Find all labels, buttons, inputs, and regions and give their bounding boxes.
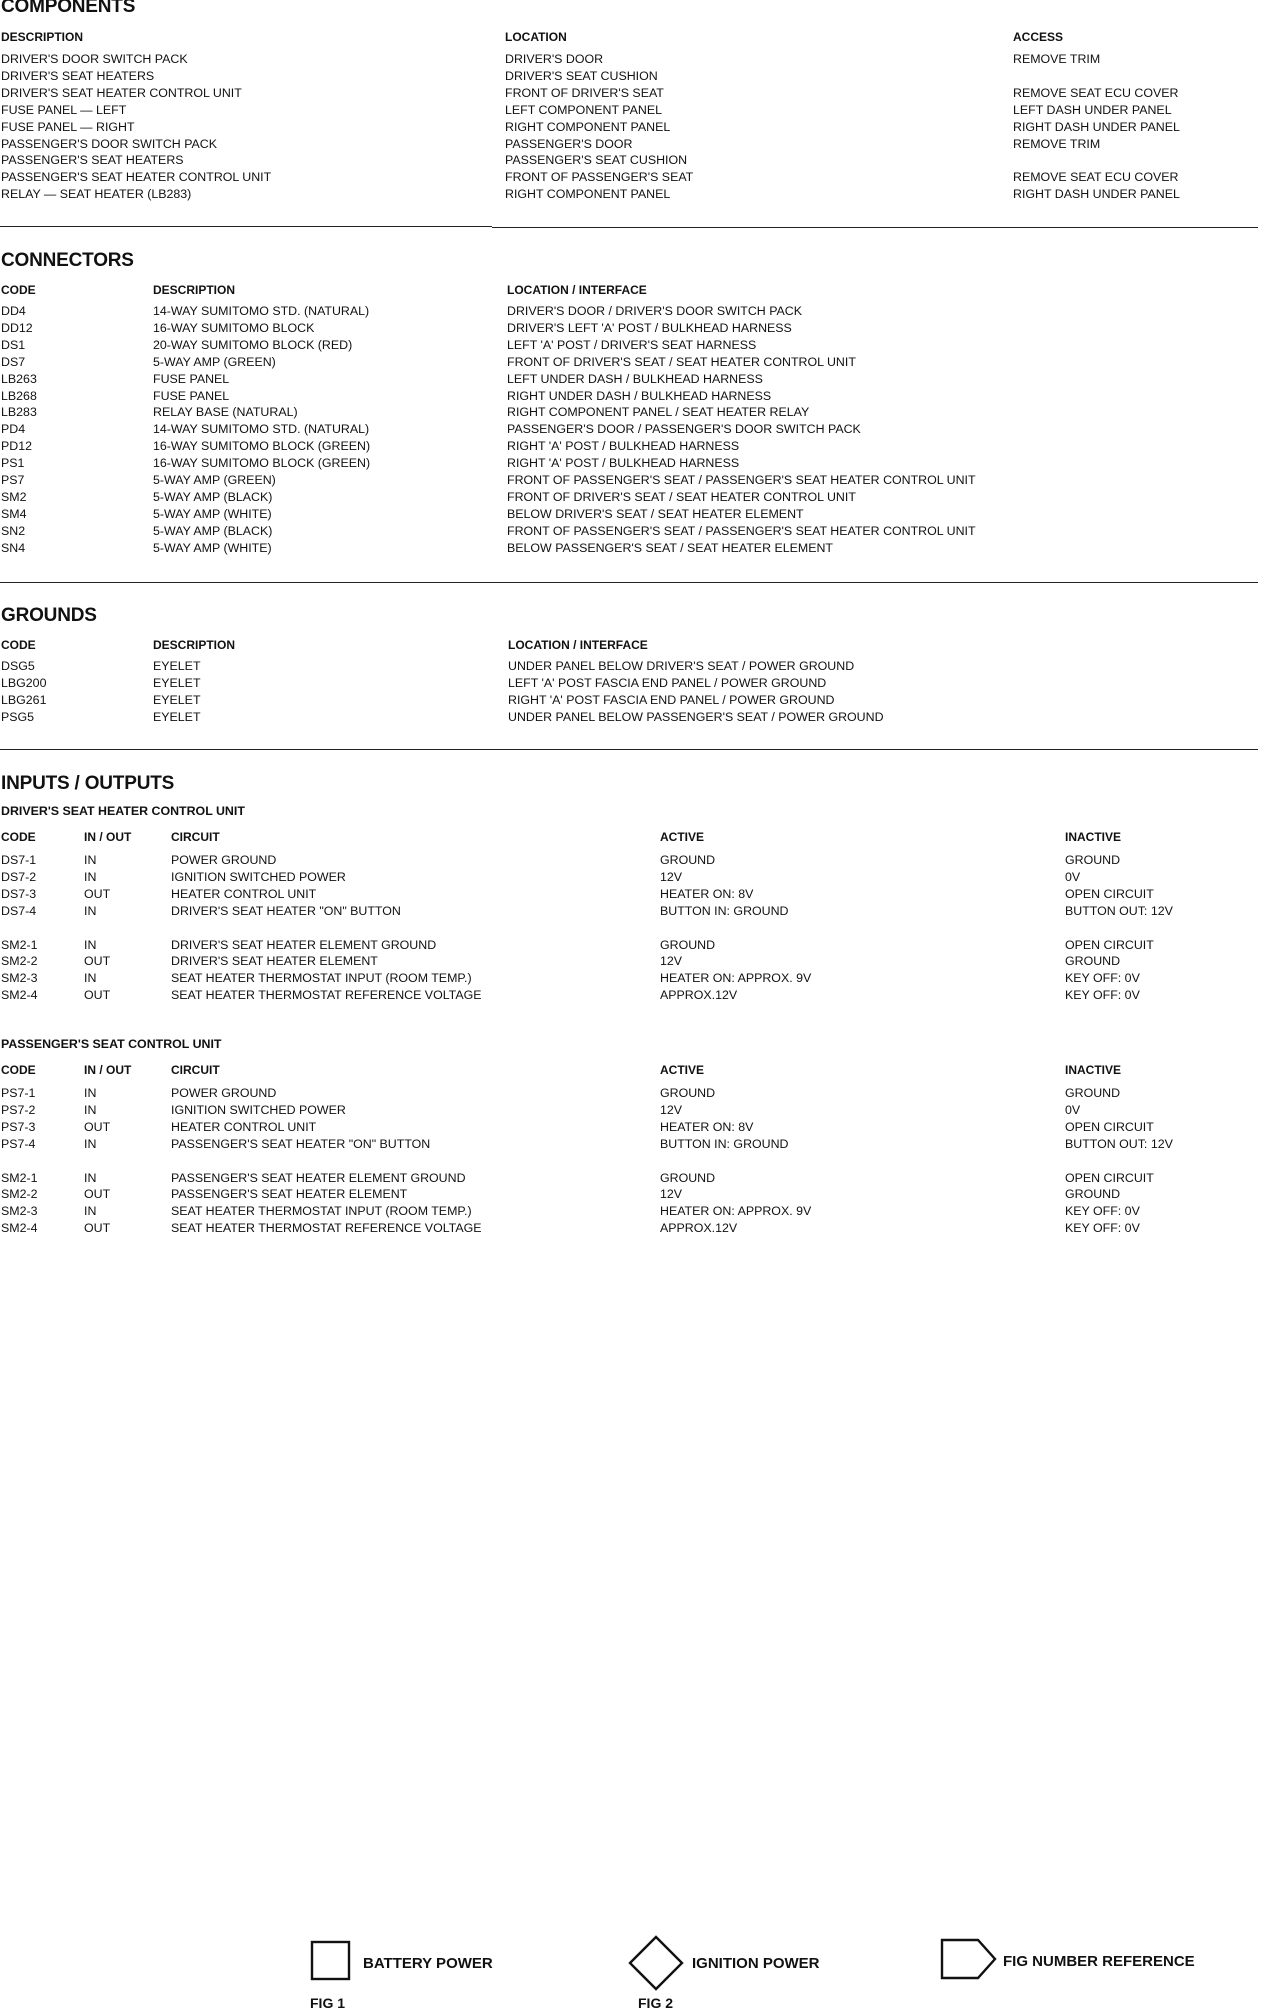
- component-location: DRIVER'S SEAT CUSHION: [505, 69, 658, 83]
- io-code: PS7-4: [1, 1137, 36, 1151]
- io-code: PS7-1: [1, 1086, 36, 1100]
- grounds-row: [0, 709, 1264, 726]
- grounds-title: GROUNDS: [1, 605, 97, 626]
- io-inout: IN: [84, 853, 97, 867]
- io-code: DS7-2: [1, 870, 37, 884]
- connectors-row: [0, 540, 1264, 557]
- connector-location: RIGHT 'A' POST / BULKHEAD HARNESS: [507, 456, 740, 470]
- components-row: [0, 136, 1264, 153]
- legend-fig-number-reference-label: FIG NUMBER REFERENCE: [1003, 1953, 1195, 1970]
- ground-code: LBG261: [1, 693, 47, 707]
- io-code: PS7-2: [1, 1103, 36, 1117]
- component-location: PASSENGER'S SEAT CUSHION: [505, 153, 688, 167]
- io-circuit: PASSENGER'S SEAT HEATER ELEMENT GROUND: [171, 1171, 466, 1185]
- connectors-row: [0, 404, 1264, 421]
- connectors-row: [0, 506, 1264, 523]
- component-location: FRONT OF PASSENGER'S SEAT: [505, 170, 694, 184]
- components-divider-right: [492, 227, 1258, 228]
- io-inactive: BUTTON OUT: 12V: [1065, 1137, 1173, 1151]
- connectors-row: [0, 489, 1264, 506]
- connector-location: BELOW DRIVER'S SEAT / SEAT HEATER ELEMENT: [507, 507, 804, 521]
- io-inactive: BUTTON OUT: 12V: [1065, 904, 1173, 918]
- ground-description: EYELET: [153, 693, 201, 707]
- component-access: REMOVE TRIM: [1013, 52, 1101, 66]
- connectors-row: [0, 472, 1264, 489]
- connector-code: LB268: [1, 389, 37, 403]
- io-row: [0, 1186, 1264, 1203]
- io-circuit: SEAT HEATER THERMOSTAT INPUT (ROOM TEMP.): [171, 1204, 472, 1218]
- connector-location: FRONT OF PASSENGER'S SEAT / PASSENGER'S SEAT HEATER CONTROL UNIT: [507, 524, 976, 538]
- io-inout: IN: [84, 1171, 97, 1185]
- components-row: [0, 186, 1264, 203]
- component-description: PASSENGER'S SEAT HEATER CONTROL UNIT: [1, 170, 272, 184]
- components-header-description: DESCRIPTION: [1, 30, 84, 44]
- connectors-row: [0, 388, 1264, 405]
- component-location: DRIVER'S DOOR: [505, 52, 604, 66]
- io-title: INPUTS / OUTPUTS: [1, 773, 175, 794]
- io-row: [0, 1203, 1264, 1220]
- ground-location: RIGHT 'A' POST FASCIA END PANEL / POWER GROUND: [508, 693, 835, 707]
- component-location: RIGHT COMPONENT PANEL: [505, 120, 671, 134]
- ground-location: UNDER PANEL BELOW PASSENGER'S SEAT / POWER GROUND: [508, 710, 884, 724]
- component-description: PASSENGER'S DOOR SWITCH PACK: [1, 137, 218, 151]
- io-active: 12V: [660, 1187, 683, 1201]
- io-inout: IN: [84, 971, 97, 985]
- grounds-header-location: LOCATION / INTERFACE: [508, 638, 648, 652]
- connectors-row: [0, 523, 1264, 540]
- io-code: SM2-4: [1, 988, 38, 1002]
- io-inout: IN: [84, 1204, 97, 1218]
- io-header-row: [0, 1062, 1264, 1079]
- components-row: [0, 102, 1264, 119]
- connector-description: 5-WAY AMP (WHITE): [153, 541, 272, 555]
- ground-location: UNDER PANEL BELOW DRIVER'S SEAT / POWER GROUND: [508, 659, 855, 673]
- io-inactive: KEY OFF: 0V: [1065, 971, 1140, 985]
- component-location: PASSENGER'S DOOR: [505, 137, 633, 151]
- io-circuit: DRIVER'S SEAT HEATER "ON" BUTTON: [171, 904, 401, 918]
- component-description: FUSE PANEL — LEFT: [1, 103, 127, 117]
- connector-description: FUSE PANEL: [153, 389, 230, 403]
- connectors-row: [0, 371, 1264, 388]
- connector-location: DRIVER'S DOOR / DRIVER'S DOOR SWITCH PACK: [507, 304, 803, 318]
- io-row: [0, 987, 1264, 1004]
- connector-location: PASSENGER'S DOOR / PASSENGER'S DOOR SWITCH PACK: [507, 422, 861, 436]
- connectors-row: [0, 354, 1264, 371]
- connector-code: PS7: [1, 473, 25, 487]
- io-inout: IN: [84, 870, 97, 884]
- components-header-row: [0, 29, 1264, 46]
- io-code: SM2-1: [1, 938, 38, 952]
- io-group-subtitle: PASSENGER'S SEAT CONTROL UNIT: [1, 1037, 222, 1051]
- connectors-row: [0, 303, 1264, 320]
- components-row: [0, 152, 1264, 169]
- io-active: HEATER ON: 8V: [660, 887, 754, 901]
- io-header-circuit: CIRCUIT: [171, 1063, 220, 1077]
- io-inout: OUT: [84, 954, 111, 968]
- connector-description: 16-WAY SUMITOMO BLOCK: [153, 321, 315, 335]
- connector-description: 5-WAY AMP (BLACK): [153, 524, 273, 538]
- ground-description: EYELET: [153, 676, 201, 690]
- io-active: 12V: [660, 870, 683, 884]
- connector-code: SN4: [1, 541, 26, 555]
- connector-code: DD12: [1, 321, 33, 335]
- component-access: REMOVE SEAT ECU COVER: [1013, 170, 1179, 184]
- connectors-row: [0, 421, 1264, 438]
- grounds-header-row: [0, 637, 1264, 654]
- connector-code: PD4: [1, 422, 26, 436]
- io-circuit: POWER GROUND: [171, 853, 277, 867]
- connector-location: FRONT OF PASSENGER'S SEAT / PASSENGER'S SEAT HEATER CONTROL UNIT: [507, 473, 976, 487]
- connector-location: FRONT OF DRIVER'S SEAT / SEAT HEATER CONTROL UNIT: [507, 490, 856, 504]
- io-row: [0, 1119, 1264, 1136]
- io-active: HEATER ON: 8V: [660, 1120, 754, 1134]
- io-inactive: 0V: [1065, 870, 1081, 884]
- components-divider-left: [0, 226, 492, 227]
- io-active: 12V: [660, 954, 683, 968]
- io-inactive: 0V: [1065, 1103, 1081, 1117]
- io-inactive: KEY OFF: 0V: [1065, 988, 1140, 1002]
- io-inout: OUT: [84, 1221, 111, 1235]
- io-inout: OUT: [84, 988, 111, 1002]
- connectors-row: [0, 455, 1264, 472]
- io-inout: IN: [84, 1103, 97, 1117]
- io-circuit: SEAT HEATER THERMOSTAT REFERENCE VOLTAGE: [171, 988, 482, 1002]
- component-description: DRIVER'S SEAT HEATERS: [1, 69, 155, 83]
- io-row: [0, 903, 1264, 920]
- io-header-active: ACTIVE: [660, 830, 705, 844]
- io-header-circuit: CIRCUIT: [171, 830, 220, 844]
- io-active: HEATER ON: APPROX. 9V: [660, 971, 812, 985]
- component-access: RIGHT DASH UNDER PANEL: [1013, 120, 1180, 134]
- component-access: LEFT DASH UNDER PANEL: [1013, 103, 1172, 117]
- io-circuit: DRIVER'S SEAT HEATER ELEMENT GROUND: [171, 938, 437, 952]
- io-inactive: GROUND: [1065, 853, 1121, 867]
- connector-description: 5-WAY AMP (GREEN): [153, 355, 276, 369]
- io-inout: OUT: [84, 887, 111, 901]
- component-location: RIGHT COMPONENT PANEL: [505, 187, 671, 201]
- components-row: [0, 169, 1264, 186]
- connector-code: DS1: [1, 338, 26, 352]
- io-header-inactive: INACTIVE: [1065, 1063, 1122, 1077]
- io-header-row: [0, 829, 1264, 846]
- component-access: REMOVE SEAT ECU COVER: [1013, 86, 1179, 100]
- component-description: FUSE PANEL — RIGHT: [1, 120, 135, 134]
- grounds-row: [0, 675, 1264, 692]
- connector-description: FUSE PANEL: [153, 372, 230, 386]
- connector-description: 14-WAY SUMITOMO STD. (NATURAL): [153, 304, 370, 318]
- io-circuit: POWER GROUND: [171, 1086, 277, 1100]
- connector-description: 16-WAY SUMITOMO BLOCK (GREEN): [153, 439, 371, 453]
- io-row: [0, 1085, 1264, 1102]
- io-active: APPROX.12V: [660, 1221, 738, 1235]
- io-inactive: OPEN CIRCUIT: [1065, 1120, 1154, 1134]
- connector-code: SM2: [1, 490, 27, 504]
- io-header-code: CODE: [1, 1063, 36, 1077]
- io-circuit: IGNITION SWITCHED POWER: [171, 870, 346, 884]
- io-code: SM2-3: [1, 971, 38, 985]
- io-code: SM2-3: [1, 1204, 38, 1218]
- grounds-header-description: DESCRIPTION: [153, 638, 236, 652]
- io-active: GROUND: [660, 853, 716, 867]
- io-code: DS7-3: [1, 887, 37, 901]
- io-header-inout: IN / OUT: [84, 1063, 132, 1077]
- io-row: [0, 886, 1264, 903]
- components-header-access: ACCESS: [1013, 30, 1064, 44]
- io-inout: OUT: [84, 1187, 111, 1201]
- io-inactive: GROUND: [1065, 954, 1121, 968]
- connectors-row: [0, 337, 1264, 354]
- connector-location: FRONT OF DRIVER'S SEAT / SEAT HEATER CONTROL UNIT: [507, 355, 856, 369]
- connectors-divider: [0, 582, 1258, 583]
- io-inactive: GROUND: [1065, 1187, 1121, 1201]
- component-access: RIGHT DASH UNDER PANEL: [1013, 187, 1180, 201]
- component-access: REMOVE TRIM: [1013, 137, 1101, 151]
- connector-description: 20-WAY SUMITOMO BLOCK (RED): [153, 338, 353, 352]
- connector-location: RIGHT UNDER DASH / BULKHEAD HARNESS: [507, 389, 772, 403]
- connector-code: DD4: [1, 304, 26, 318]
- connectors-header-row: [0, 282, 1264, 299]
- io-row: [0, 953, 1264, 970]
- io-row: [0, 1136, 1264, 1153]
- connector-description: 5-WAY AMP (BLACK): [153, 490, 273, 504]
- io-header-active: ACTIVE: [660, 1063, 705, 1077]
- io-inactive: OPEN CIRCUIT: [1065, 1171, 1154, 1185]
- io-row: [0, 852, 1264, 869]
- io-circuit: SEAT HEATER THERMOSTAT INPUT (ROOM TEMP.): [171, 971, 472, 985]
- connector-location: BELOW PASSENGER'S SEAT / SEAT HEATER ELEMENT: [507, 541, 833, 555]
- io-row: [0, 1170, 1264, 1187]
- io-row: [0, 1220, 1264, 1237]
- io-group-subtitle: DRIVER'S SEAT HEATER CONTROL UNIT: [1, 804, 245, 818]
- ground-code: LBG200: [1, 676, 47, 690]
- io-code: SM2-4: [1, 1221, 38, 1235]
- io-row: [0, 970, 1264, 987]
- io-row: [0, 1102, 1264, 1119]
- io-active: BUTTON IN: GROUND: [660, 904, 789, 918]
- io-active: GROUND: [660, 1171, 716, 1185]
- ground-description: EYELET: [153, 659, 201, 673]
- connectors-header-description: DESCRIPTION: [153, 283, 236, 297]
- io-circuit: DRIVER'S SEAT HEATER ELEMENT: [171, 954, 378, 968]
- io-inactive: OPEN CIRCUIT: [1065, 938, 1154, 952]
- components-row: [0, 51, 1264, 68]
- components-row: [0, 119, 1264, 136]
- connector-location: DRIVER'S LEFT 'A' POST / BULKHEAD HARNESS: [507, 321, 792, 335]
- connector-description: 16-WAY SUMITOMO BLOCK (GREEN): [153, 456, 371, 470]
- component-location: FRONT OF DRIVER'S SEAT: [505, 86, 664, 100]
- component-description: PASSENGER'S SEAT HEATERS: [1, 153, 184, 167]
- connector-code: PD12: [1, 439, 32, 453]
- connector-description: 5-WAY AMP (GREEN): [153, 473, 276, 487]
- connectors-title: CONNECTORS: [1, 250, 134, 271]
- io-inactive: OPEN CIRCUIT: [1065, 887, 1154, 901]
- io-active: APPROX.12V: [660, 988, 738, 1002]
- connector-code: SN2: [1, 524, 26, 538]
- io-code: DS7-1: [1, 853, 37, 867]
- component-description: DRIVER'S SEAT HEATER CONTROL UNIT: [1, 86, 242, 100]
- connector-location: LEFT 'A' POST / DRIVER'S SEAT HARNESS: [507, 338, 757, 352]
- connectors-row: [0, 320, 1264, 337]
- io-inout: IN: [84, 1137, 97, 1151]
- ground-code: DSG5: [1, 659, 35, 673]
- ground-code: PSG5: [1, 710, 35, 724]
- io-active: GROUND: [660, 938, 716, 952]
- io-code: SM2-2: [1, 954, 38, 968]
- io-active: GROUND: [660, 1086, 716, 1100]
- io-code: PS7-3: [1, 1120, 36, 1134]
- io-active: BUTTON IN: GROUND: [660, 1137, 789, 1151]
- io-code: SM2-2: [1, 1187, 38, 1201]
- io-inout: IN: [84, 938, 97, 952]
- io-circuit: PASSENGER'S SEAT HEATER "ON" BUTTON: [171, 1137, 431, 1151]
- io-row: [0, 869, 1264, 886]
- ground-description: EYELET: [153, 710, 201, 724]
- grounds-divider: [0, 749, 1258, 750]
- ignition-power-diamond-icon: [628, 1935, 684, 1991]
- io-code: DS7-4: [1, 904, 37, 918]
- connector-description: RELAY BASE (NATURAL): [153, 405, 298, 419]
- io-inout: IN: [84, 904, 97, 918]
- io-circuit: PASSENGER'S SEAT HEATER ELEMENT: [171, 1187, 408, 1201]
- component-description: RELAY — SEAT HEATER (LB283): [1, 187, 192, 201]
- legend-fig2-caption: FIG 2: [638, 1995, 674, 2011]
- connector-location: RIGHT COMPONENT PANEL / SEAT HEATER RELAY: [507, 405, 810, 419]
- connector-code: DS7: [1, 355, 26, 369]
- io-active: HEATER ON: APPROX. 9V: [660, 1204, 812, 1218]
- connector-location: LEFT UNDER DASH / BULKHEAD HARNESS: [507, 372, 763, 386]
- io-code: SM2-1: [1, 1171, 38, 1185]
- connector-code: PS1: [1, 456, 25, 470]
- grounds-row: [0, 692, 1264, 709]
- io-circuit: HEATER CONTROL UNIT: [171, 1120, 317, 1134]
- ground-location: LEFT 'A' POST FASCIA END PANEL / POWER GROUND: [508, 676, 827, 690]
- io-inout: IN: [84, 1086, 97, 1100]
- connector-code: SM4: [1, 507, 27, 521]
- component-location: LEFT COMPONENT PANEL: [505, 103, 662, 117]
- io-row: [0, 937, 1264, 954]
- grounds-header-code: CODE: [1, 638, 36, 652]
- legend-fig1-caption: FIG 1: [310, 1995, 346, 2011]
- io-header-code: CODE: [1, 830, 36, 844]
- io-header-inout: IN / OUT: [84, 830, 132, 844]
- legend-ignition-power-label: IGNITION POWER: [692, 1955, 820, 1972]
- io-circuit: SEAT HEATER THERMOSTAT REFERENCE VOLTAGE: [171, 1221, 482, 1235]
- connector-code: LB283: [1, 405, 37, 419]
- io-inactive: KEY OFF: 0V: [1065, 1221, 1140, 1235]
- connector-description: 14-WAY SUMITOMO STD. (NATURAL): [153, 422, 370, 436]
- grounds-row: [0, 658, 1264, 675]
- components-header-location: LOCATION: [505, 30, 567, 44]
- battery-power-square-icon: [310, 1940, 352, 1982]
- component-description: DRIVER'S DOOR SWITCH PACK: [1, 52, 188, 66]
- components-row: [0, 68, 1264, 85]
- legend-battery-power-label: BATTERY POWER: [363, 1955, 493, 1972]
- fig-number-reference-pentagon-icon: [940, 1938, 998, 1980]
- io-inout: OUT: [84, 1120, 111, 1134]
- io-inactive: KEY OFF: 0V: [1065, 1204, 1140, 1218]
- io-circuit: IGNITION SWITCHED POWER: [171, 1103, 346, 1117]
- connector-code: LB263: [1, 372, 37, 386]
- io-active: 12V: [660, 1103, 683, 1117]
- connector-location: RIGHT 'A' POST / BULKHEAD HARNESS: [507, 439, 740, 453]
- io-circuit: HEATER CONTROL UNIT: [171, 887, 317, 901]
- io-inactive: GROUND: [1065, 1086, 1121, 1100]
- connectors-header-code: CODE: [1, 283, 36, 297]
- connectors-row: [0, 438, 1264, 455]
- connector-description: 5-WAY AMP (WHITE): [153, 507, 272, 521]
- io-header-inactive: INACTIVE: [1065, 830, 1122, 844]
- components-row: [0, 85, 1264, 102]
- connectors-header-location: LOCATION / INTERFACE: [507, 283, 647, 297]
- components-title: COMPONENTS: [1, 0, 136, 17]
